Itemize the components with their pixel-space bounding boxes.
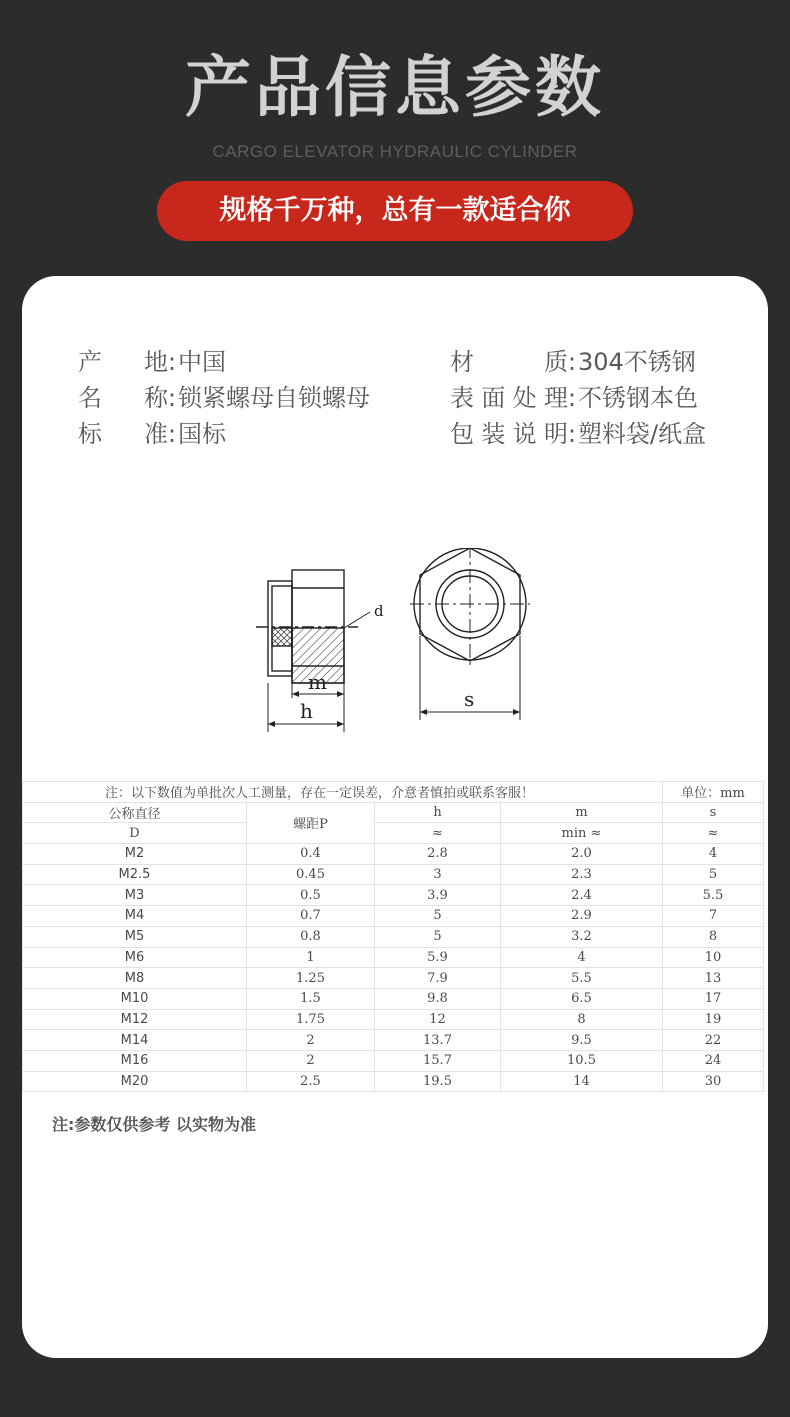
table-cell: M6 <box>23 947 247 968</box>
table-cell: 3.9 <box>375 885 501 906</box>
table-cell: 10 <box>663 947 764 968</box>
table-cell: 22 <box>663 1030 764 1051</box>
table-cell: M2.5 <box>23 864 247 885</box>
table-cell: 7.9 <box>375 968 501 989</box>
table-cell: 19.5 <box>375 1071 501 1092</box>
table-cell: 13 <box>663 968 764 989</box>
spec-list-left <box>78 344 370 452</box>
table-cell: 2.4 <box>501 885 663 906</box>
dim-label-d: d <box>374 602 384 620</box>
table-cell: 2 <box>247 1050 375 1071</box>
table-cell: 3 <box>375 864 501 885</box>
spec-list-right <box>450 344 706 452</box>
dimension-table <box>22 781 764 1092</box>
table-cell: 4 <box>663 844 764 865</box>
spec-surface: 表面处理:不锈钢本色 <box>450 384 698 412</box>
table-cell: 9.8 <box>375 988 501 1009</box>
spec-packaging: 包装说明:塑料袋/纸盒 <box>450 420 707 448</box>
page-title: 产品信息参数 <box>185 49 605 126</box>
table-cell: M8 <box>23 968 247 989</box>
table-cell: 15.7 <box>375 1050 501 1071</box>
table-cell: 5.5 <box>663 885 764 906</box>
table-cell: 2.8 <box>375 844 501 865</box>
table-cell: M5 <box>23 926 247 947</box>
table-cell: 2.5 <box>247 1071 375 1092</box>
table-cell: 1 <box>247 947 375 968</box>
table-cell: 0.45 <box>247 864 375 885</box>
table-cell: 0.7 <box>247 906 375 927</box>
table-cell: M3 <box>23 885 247 906</box>
product-info-card <box>22 276 768 1358</box>
table-cell: M14 <box>23 1030 247 1051</box>
table-cell: 5 <box>375 906 501 927</box>
table-cell: M2 <box>23 844 247 865</box>
header-d-2: D <box>23 823 247 844</box>
spec-name: 名称:锁紧螺母自锁螺母 <box>78 384 370 412</box>
table-cell: 24 <box>663 1050 764 1071</box>
dim-label-h: h <box>300 699 313 723</box>
table-cell: 3.2 <box>501 926 663 947</box>
table-cell: 8 <box>663 926 764 947</box>
slogan-banner: 规格千万种，总有一款适合你 <box>157 181 633 241</box>
nut-drawing <box>248 548 548 758</box>
table-row <box>23 926 764 947</box>
table-cell: 13.7 <box>375 1030 501 1051</box>
table-row <box>23 844 764 865</box>
table-row <box>23 968 764 989</box>
table-cell: M12 <box>23 1009 247 1030</box>
table-cell: 5.9 <box>375 947 501 968</box>
table-cell: 12 <box>375 1009 501 1030</box>
table-cell: 17 <box>663 988 764 1009</box>
table-cell: 4 <box>501 947 663 968</box>
table-cell: 2.9 <box>501 906 663 927</box>
table-cell: 2.3 <box>501 864 663 885</box>
table-cell: 30 <box>663 1071 764 1092</box>
table-cell: 7 <box>663 906 764 927</box>
table-row <box>23 1009 764 1030</box>
table-row <box>23 1050 764 1071</box>
header-m-1: m <box>501 802 663 823</box>
spec-origin: 产地:中国 <box>78 348 226 376</box>
dim-label-m: m <box>308 670 327 694</box>
header-h-2: ≈ <box>375 823 501 844</box>
table-row <box>23 988 764 1009</box>
table-cell: 10.5 <box>501 1050 663 1071</box>
side-view <box>256 570 370 732</box>
spec-standard: 标准:国标 <box>78 420 226 448</box>
table-cell: M10 <box>23 988 247 1009</box>
table-cell: M4 <box>23 906 247 927</box>
table-row <box>23 1071 764 1092</box>
header-m-2: min ≈ <box>501 823 663 844</box>
dim-label-s: s <box>464 687 475 711</box>
table-cell: 2 <box>247 1030 375 1051</box>
header-s-2: ≈ <box>663 823 764 844</box>
footnote: 注:参数仅供参考 以实物为准 <box>52 1115 256 1134</box>
table-cell: M20 <box>23 1071 247 1092</box>
table-subheader-row <box>23 823 764 844</box>
table-unit: 单位：mm <box>663 782 764 803</box>
table-cell: 1.75 <box>247 1009 375 1030</box>
table-header-row <box>23 802 764 823</box>
table-cell: 8 <box>501 1009 663 1030</box>
table-cell: 5 <box>375 926 501 947</box>
table-cell: 1.5 <box>247 988 375 1009</box>
table-note-row <box>23 782 764 803</box>
table-cell: M16 <box>23 1050 247 1071</box>
table-row <box>23 906 764 927</box>
spec-material: 材质:304不锈钢 <box>450 348 696 376</box>
table-row <box>23 864 764 885</box>
page-subtitle: CARGO ELEVATOR HYDRAULIC CYLINDER <box>212 142 578 161</box>
table-row <box>23 947 764 968</box>
table-cell: 2.0 <box>501 844 663 865</box>
table-cell: 5 <box>663 864 764 885</box>
table-row <box>23 885 764 906</box>
header-h-1: h <box>375 802 501 823</box>
table-cell: 0.8 <box>247 926 375 947</box>
header-p: 螺距P <box>247 802 375 843</box>
table-cell: 6.5 <box>501 988 663 1009</box>
table-cell: 0.4 <box>247 844 375 865</box>
table-cell: 14 <box>501 1071 663 1092</box>
table-cell: 9.5 <box>501 1030 663 1051</box>
table-note: 注：以下数值为单批次人工测量，存在一定误差，介意者慎拍或联系客服！ <box>23 782 663 803</box>
table-row <box>23 1030 764 1051</box>
table-cell: 1.25 <box>247 968 375 989</box>
table-cell: 19 <box>663 1009 764 1030</box>
table-cell: 5.5 <box>501 968 663 989</box>
header-d-1: 公称直径 <box>23 802 247 823</box>
table-cell: 0.5 <box>247 885 375 906</box>
header-s-1: s <box>663 802 764 823</box>
